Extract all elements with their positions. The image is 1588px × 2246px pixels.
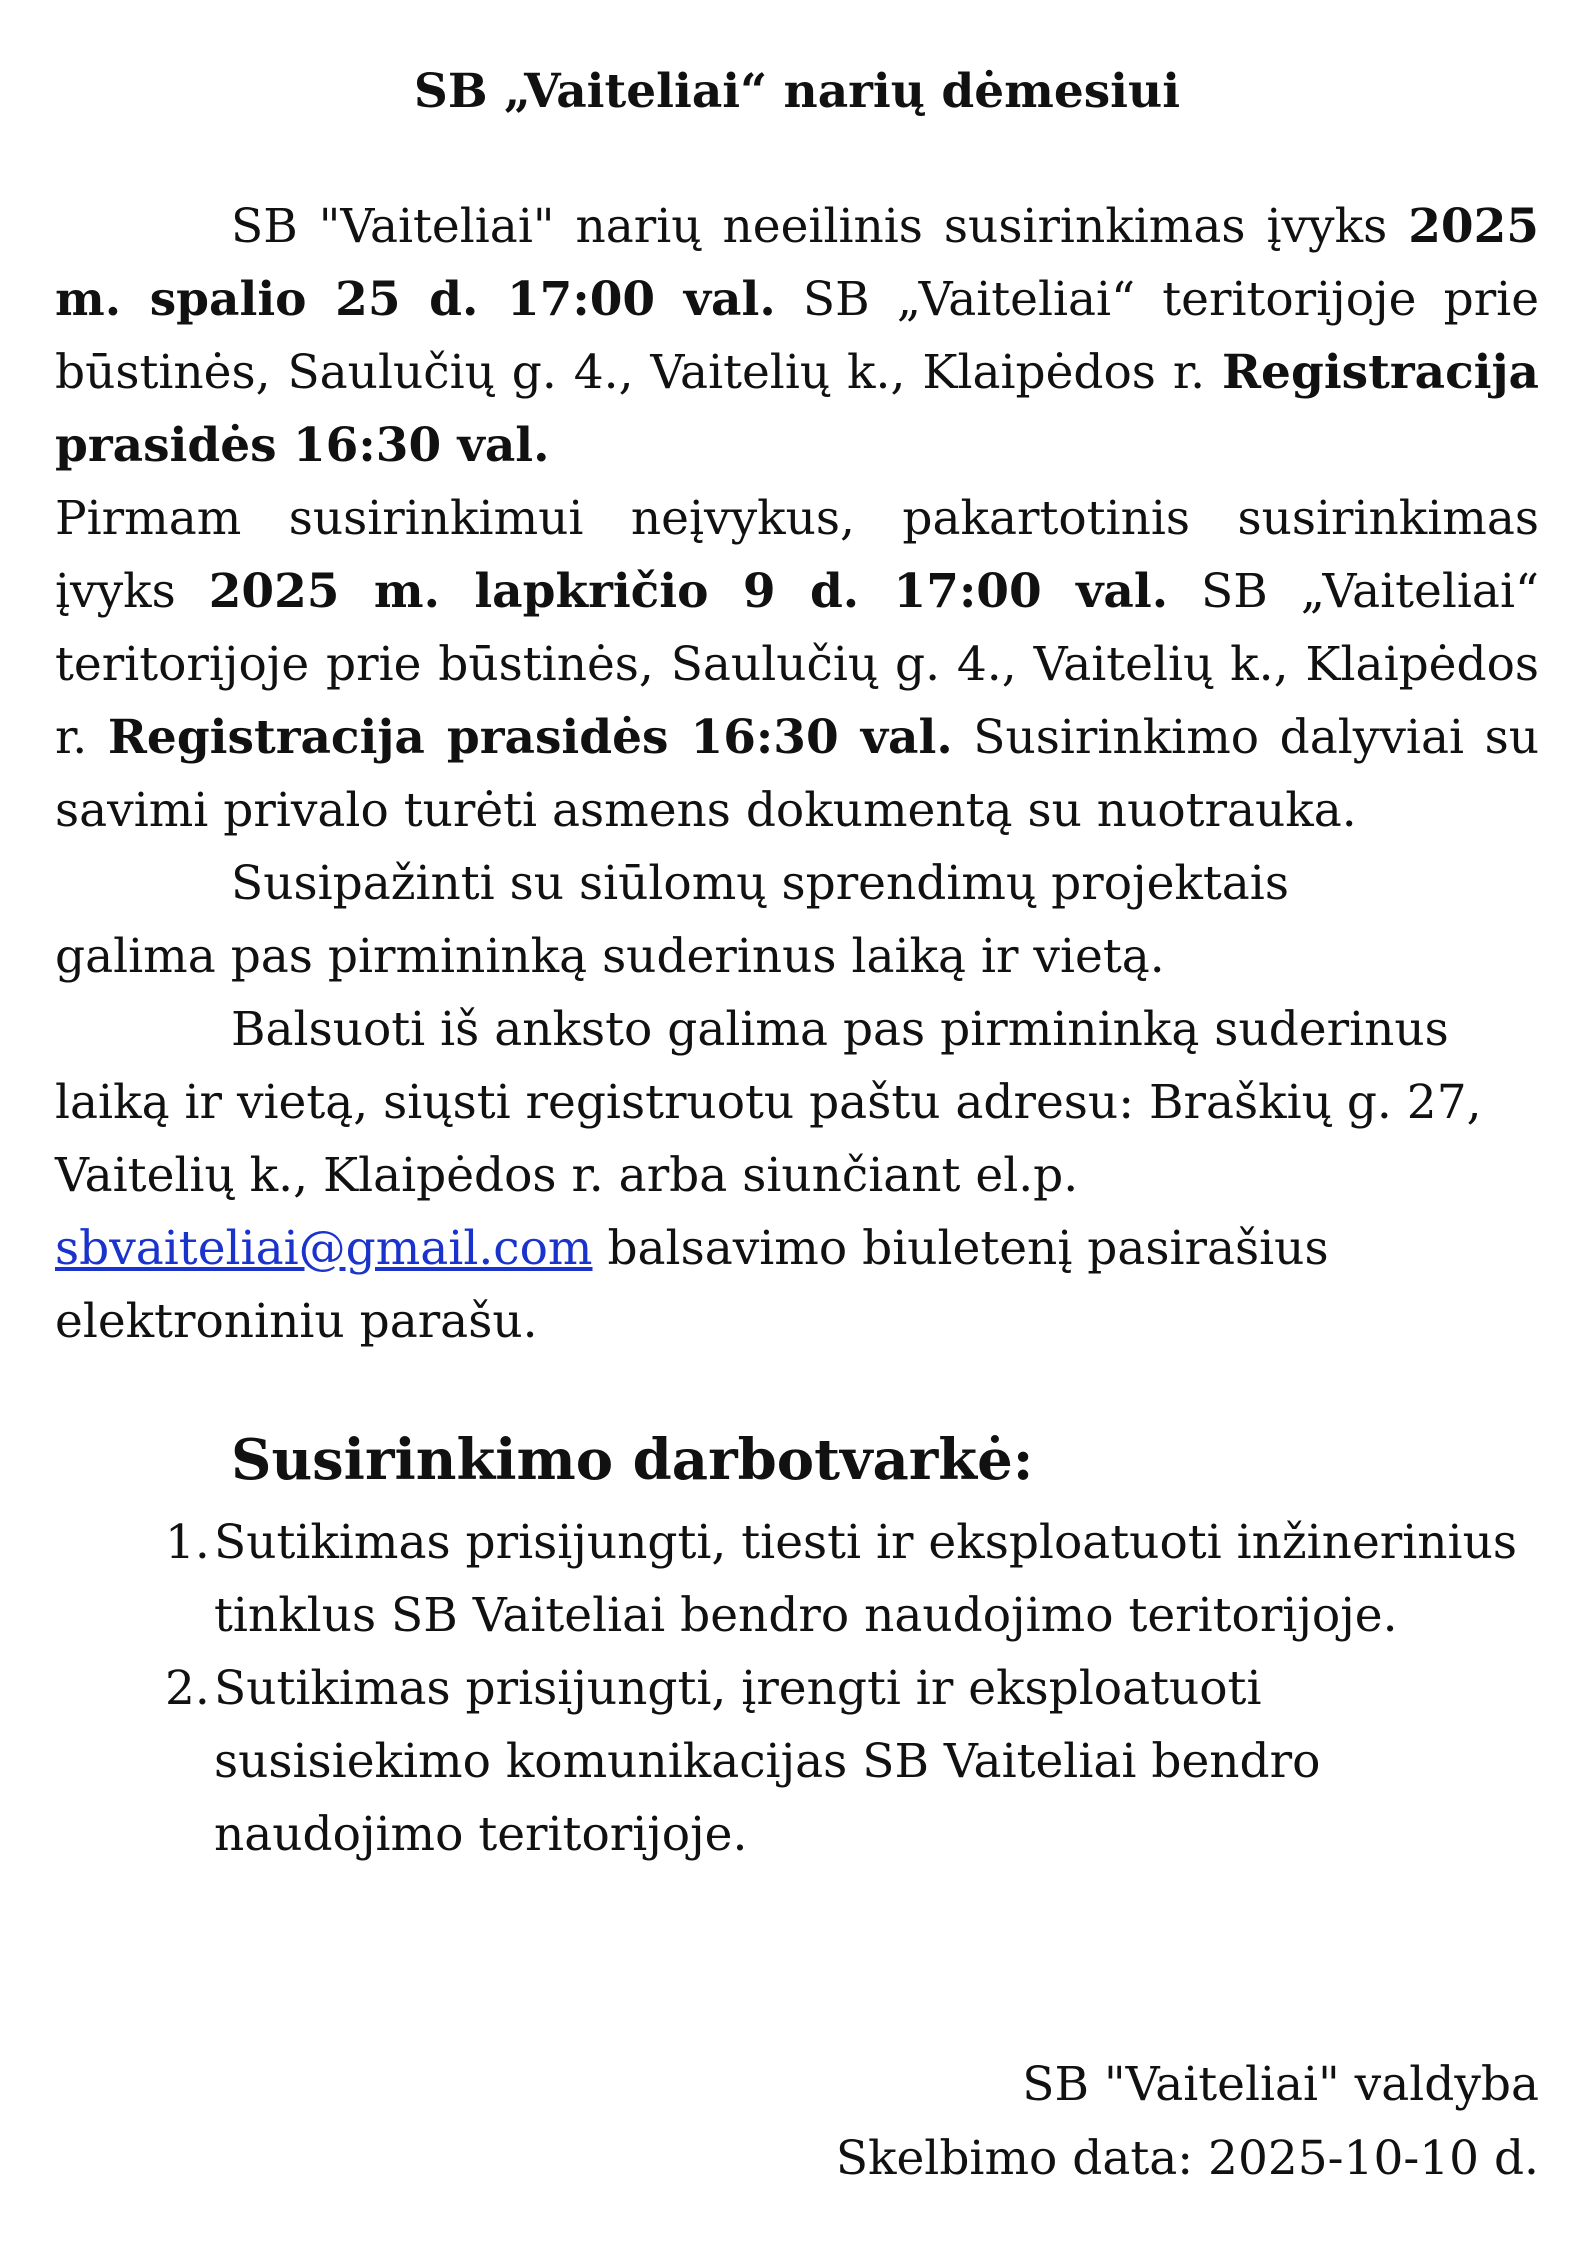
- meeting-intro: SB "Vaiteliai" narių neeilinis susirinkimas įvyks: [231, 199, 1409, 254]
- agenda-item-text: Sutikimas prisijungti, įrengti ir eksploatuoti susisiekimo komunikacijas SB Vaiteliai bendro naudojimo teritorijoje.: [214, 1661, 1321, 1862]
- voting-text-before-email: Balsuoti iš anksto galima pas pirmininką suderinus laiką ir vietą, siųsti registruotu paštu adresu: Braškių g. 27, Vaitelių k., Klaipėdos r. arba siunčiant el.p.: [55, 1002, 1482, 1203]
- voting-paragraph: [55, 993, 1539, 1358]
- agenda-item-number: 2.: [165, 1661, 210, 1716]
- agenda-item: [55, 1652, 1539, 1871]
- announcement-title: SB „Vaiteliai“ narių dėmesiui: [413, 64, 1181, 119]
- repeat-meeting-intro: Pirmam susirinkimui neįvykus, pakartotinis susirinkimas įvyks: [55, 491, 1539, 619]
- repeat-meeting-registration: Registracija prasidės 16:30 val.: [107, 710, 953, 765]
- repeat-meeting-date: 2025 m. lapkričio 9 d. 17:00 val.: [208, 564, 1169, 619]
- meeting-paragraph: [55, 190, 1539, 482]
- agenda-item-text: Sutikimas prisijungti, tiesti ir eksploatuoti inžinerinius tinklus SB Vaiteliai bendro naudojimo teritorijoje.: [214, 1515, 1517, 1643]
- projects-line-2: galima pas pirmininką suderinus laiką ir vietą.: [55, 929, 1165, 984]
- meeting-location: SB „Vaiteliai“ teritorijoje prie būstinės, Saulučių g. 4., Vaitelių k., Klaipėdos r.: [55, 272, 1540, 400]
- agenda-item: [55, 1506, 1539, 1652]
- meeting-registration: Registracija prasidės 16:30 val.: [55, 345, 1539, 473]
- agenda-item-number: 1.: [165, 1515, 210, 1570]
- meeting-date: 2025 m. spalio 25 d. 17:00 val.: [55, 199, 1539, 327]
- voting-text-after-email: balsavimo biuletenį pasirašius elektroniniu parašu.: [55, 1221, 1329, 1349]
- repeat-meeting-paragraph: [55, 482, 1539, 847]
- projects-line-1: Susipažinti su siūlomų sprendimų projektais: [231, 856, 1289, 911]
- agenda-list: [55, 1506, 1539, 1871]
- announcement-page: [55, 0, 1540, 2186]
- footer-signature: SB "Vaiteliai" valdyba: [1022, 2057, 1539, 2112]
- agenda-title: Susirinkimo darbotvarkė:: [231, 1427, 1034, 1493]
- footer-date: Skelbimo data: 2025-10-10 d.: [835, 2131, 1539, 2186]
- email-link[interactable]: sbvaiteliai@gmail.com: [55, 1221, 593, 1276]
- repeat-meeting-documents: Susirinkimo dalyviai su savimi privalo turėti asmens dokumentą su nuotrauka.: [55, 710, 1539, 838]
- projects-paragraph: [55, 847, 1539, 993]
- footer: [836, 2048, 1539, 2196]
- repeat-meeting-location: SB „Vaiteliai“ teritorijoje prie būstinės, Saulučių g. 4., Vaitelių k., Klaipėdos r.: [55, 564, 1539, 765]
